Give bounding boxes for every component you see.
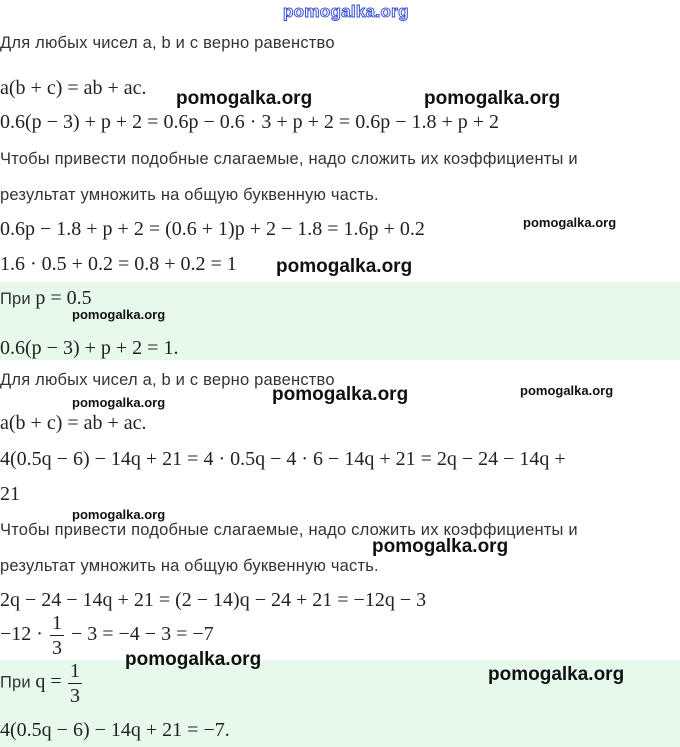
identity-intro-2: Для любых чисел a, b и c верно равенство xyxy=(0,371,335,389)
condition-label: При xyxy=(0,673,31,692)
watermark: pomogalka.org xyxy=(125,649,262,670)
watermark: pomogalka.org xyxy=(488,664,625,685)
combine-step-2: 2q − 24 − 14q + 21 = (2 − 14)q − 24 + 21 = −12q − 3 xyxy=(0,589,427,611)
combine-rule-line-1: Чтобы привести подобные слагаемые, надо сложить их коэффициенты и xyxy=(0,150,578,168)
condition-value: p = 0.5 xyxy=(35,287,92,309)
watermark: pomogalka.org xyxy=(424,88,561,109)
condition-label: При xyxy=(0,290,31,308)
answer-1: 0.6(p − 3) + p + 2 = 1. xyxy=(0,337,179,359)
watermark: pomogalka.org xyxy=(272,384,409,405)
expand-step-1: 0.6(p − 3) + p + 2 = 0.6p − 0.6 · 3 + p + 2 = 0.6p − 1.8 + p + 2 xyxy=(0,111,500,133)
identity-intro-text: Для любых чисел a, b и c верно равенство xyxy=(0,34,335,52)
identity-formula-2: a(b + c) = ab + ac. xyxy=(0,412,147,434)
combine-step-1: 0.6p − 1.8 + p + 2 = (0.6 + 1)p + 2 − 1.8 = 1.6p + 0.2 xyxy=(0,218,425,240)
watermark: pomogalka.org xyxy=(520,383,614,398)
identity-intro-1 xyxy=(0,34,335,53)
watermark: pomogalka.org xyxy=(72,395,166,410)
condition-2 xyxy=(0,661,84,706)
watermark: pomogalka.org xyxy=(72,507,166,522)
evaluate-step-2: −12 · $\frac{1}{3}$ − 3 = −4 − 3 = −7 xyxy=(0,612,214,659)
expand-step-2-continued: 21 xyxy=(0,483,20,505)
answer-2: 4(0.5q − 6) − 14q + 21 = −7. xyxy=(0,719,230,741)
condition-value: q = xyxy=(35,670,62,693)
fraction-one-third: $\frac{1}{3}$ xyxy=(70,660,81,707)
watermark: pomogalka.org xyxy=(176,88,313,109)
identity-formula-1: a(b + c) = ab + ac. xyxy=(0,77,147,99)
combine-rule-line-3: Чтобы привести подобные слагаемые, надо сложить их коэффициенты и xyxy=(0,521,578,539)
evaluate-step-1: 1.6 · 0.5 + 0.2 = 0.8 + 0.2 = 1 xyxy=(0,253,237,275)
watermark: pomogalka.org xyxy=(372,536,509,557)
combine-rule-line-2: результат умножить на общую буквенную часть. xyxy=(0,186,379,204)
watermark: pomogalka.org xyxy=(276,256,413,277)
fraction-one-third: $\frac{1}{3}$ xyxy=(51,612,62,659)
combine-rule-line-4: результат умножить на общую буквенную часть. xyxy=(0,557,379,575)
watermark: pomogalka.org xyxy=(523,215,617,230)
site-logo: pomogalka.org xyxy=(283,2,409,21)
watermark: pomogalka.org xyxy=(72,307,166,322)
expand-step-2: 4(0.5q − 6) − 14q + 21 = 4 · 0.5q − 4 · 6 − 14q + 21 = 2q − 24 − 14q + xyxy=(0,448,566,470)
